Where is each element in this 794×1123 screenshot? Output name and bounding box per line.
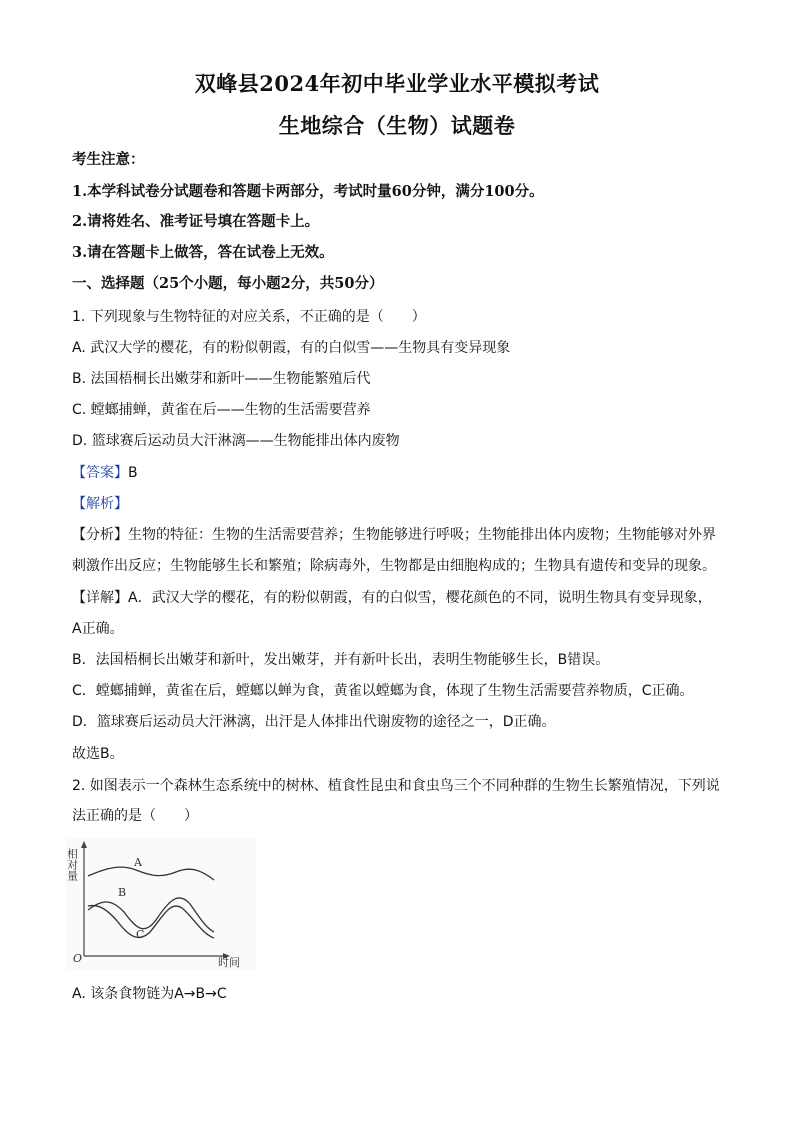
q1-xiangjie-c: C．螳螂捕蝉，黄雀在后，螳螂以蝉为食，黄雀以螳螂为食，体现了生物生活需要营养物质，C正确。	[72, 683, 694, 699]
origin-label: O	[73, 952, 83, 965]
answer-value: B	[128, 465, 138, 481]
q1-xiangjie-b: B．法国梧桐长出嫩芽和新叶，发出嫩芽，并有新叶长出，表明生物能够生长，B错误。	[72, 652, 610, 668]
q1-fenxi-line-1	[72, 525, 732, 545]
q1-conclusion: 故选B。	[72, 746, 124, 762]
q1-stem: 1. 下列现象与生物特征的对应关系，不正确的是（ ）	[72, 309, 426, 325]
q1-fenxi-line-2: 刺激作出反应；生物能够生长和繁殖；除病毒外，生物都是由细胞构成的；生物具有遗传和变异的现象。	[72, 558, 716, 574]
answer-tag: 【答案】	[72, 465, 128, 481]
curve-a-label: A	[134, 856, 142, 869]
analysis-tag: 【解析】	[72, 496, 128, 512]
q1-xiangjie-line-2: A正确。	[72, 621, 124, 637]
x-axis-label: 时间	[218, 956, 240, 969]
q2-stem-line-2: 法正确的是（ ）	[72, 808, 198, 824]
q1-option-c: C. 螳螂捕蝉，黄雀在后——生物的生活需要营养	[72, 402, 371, 418]
y-axis-label: 相对量	[66, 848, 79, 881]
notice-item-1: 1.本学科试卷分试题卷和答题卡两部分，考试时量60分钟，满分100分。	[72, 183, 544, 200]
notice-item-3: 3.请在答题卡上做答，答在试卷上无效。	[72, 244, 334, 261]
notice-heading: 考生注意：	[72, 151, 145, 168]
curve-c-label: C	[136, 928, 145, 941]
q2-option-a: A. 该条食物链为A→B→C	[72, 986, 227, 1002]
population-graph	[66, 838, 256, 970]
notice-item-2: 2.请将姓名、准考证号填在答题卡上。	[72, 213, 320, 230]
xiangjie-text-1: A．武汉大学的樱花，有的粉似朝霞，有的白似雪，樱花颜色的不同，说明生物具有变异现象，	[128, 590, 712, 606]
q1-xiangjie-d: D．篮球赛后运动员大汗淋漓，出汗是人体排出代谢废物的途径之一，D正确。	[72, 714, 556, 730]
section-heading: 一、选择题（25个小题，每小题2分，共50分）	[72, 275, 384, 292]
q1-analysis-heading	[72, 494, 732, 514]
q1-option-b: B. 法国梧桐长出嫩芽和新叶——生物能繁殖后代	[72, 371, 371, 387]
xiangjie-tag: 【详解】	[72, 590, 128, 606]
q1-xiangjie-line-1	[72, 588, 732, 608]
curve-b-label: B	[118, 886, 127, 899]
graph-background	[66, 838, 256, 970]
q2-stem-line-1: 2. 如图表示一个森林生态系统中的树林、植食性昆虫和食虫鸟三个不同种群的生物生长繁殖情况，下列说	[72, 778, 720, 794]
q1-option-d: D. 篮球赛后运动员大汗淋漓——生物能排出体内废物	[72, 433, 400, 449]
fenxi-text-1: 生物的特征：生物的生活需要营养；生物能够进行呼吸；生物能排出体内废物；生物能够对外界	[128, 527, 716, 543]
q1-option-a: A. 武汉大学的樱花，有的粉似朝霞，有的白似雪——生物具有变异现象	[72, 340, 511, 356]
q1-answer	[72, 463, 732, 483]
exam-title: 双峰县2024年初中毕业学业水平模拟考试	[194, 71, 600, 96]
exam-subtitle: 生地综合（生物）试题卷	[278, 113, 516, 138]
fenxi-tag: 【分析】	[72, 527, 128, 543]
